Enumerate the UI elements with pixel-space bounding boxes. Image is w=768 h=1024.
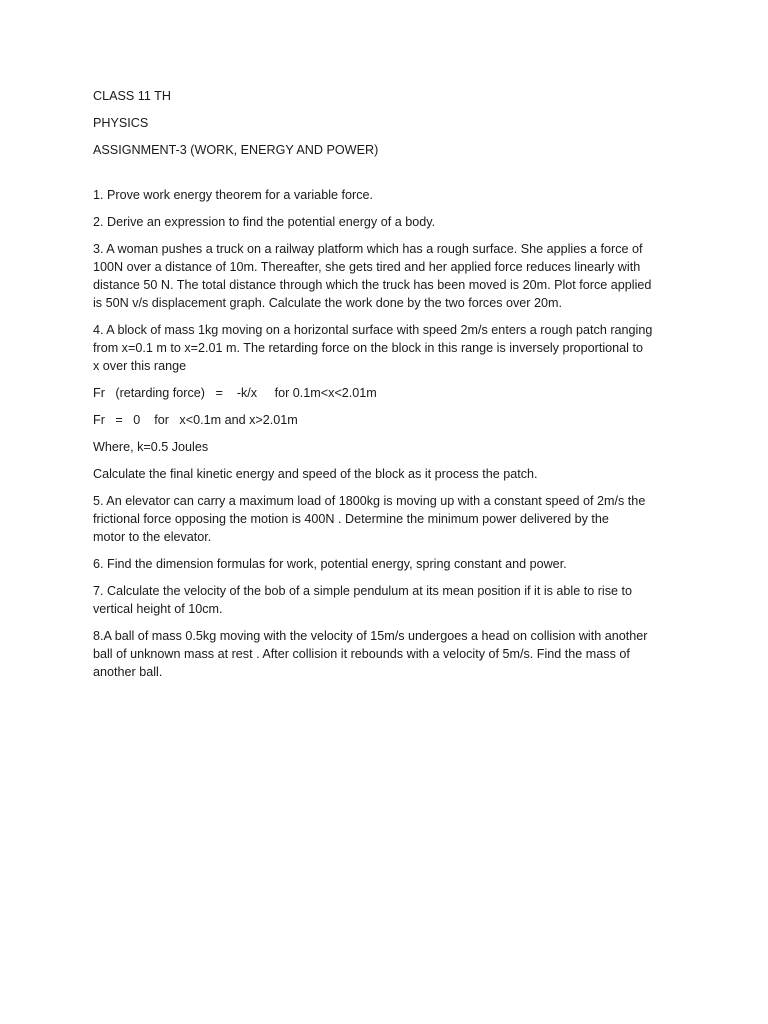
question-line: 100N over a distance of 10m. Thereafter, she gets tired and her applied force reduces linearly with [93, 260, 641, 274]
question-7 [93, 582, 683, 618]
question-6 [93, 555, 683, 573]
question-line: from x=0.1 m to x=2.01 m. The retarding force on the block in this range is inversely proportional to [93, 341, 643, 355]
zero-force-formula: Fr = 0 for x<0.1m and x>2.01m [93, 413, 298, 427]
question-line: vertical height of 10cm. [93, 602, 223, 616]
question-line: 3. A woman pushes a truck on a railway platform which has a rough surface. She applies a force of [93, 242, 643, 256]
question-line: ball of unknown mass at rest . After collision it rebounds with a velocity of 5m/s. Find the mass of [93, 647, 630, 661]
question-line: 8.A ball of mass 0.5kg moving with the velocity of 15m/s undergoes a head on collision with another [93, 629, 648, 643]
question-3 [93, 240, 683, 312]
question-line: 1. Prove work energy theorem for a variable force. [93, 188, 373, 202]
question-line: x over this range [93, 359, 187, 373]
question-line: distance 50 N. The total distance through which the truck has been moved is 20m. Plot force applied [93, 278, 652, 292]
question-5 [93, 492, 683, 546]
constant-k-note: Where, k=0.5 Joules [93, 440, 209, 454]
question-4-task: Calculate the final kinetic energy and speed of the block as it process the patch. [93, 467, 538, 481]
question-line: frictional force opposing the motion is 400N . Determine the minimum power delivered by the [93, 512, 609, 526]
question-line: 7. Calculate the velocity of the bob of a simple pendulum at its mean position if it is able to rise to [93, 584, 633, 598]
question-8 [93, 627, 683, 681]
document-body [93, 87, 683, 690]
class-heading: CLASS 11 TH [93, 89, 171, 103]
question-line: another ball. [93, 665, 163, 679]
question-line: 4. A block of mass 1kg moving on a horizontal surface with speed 2m/s enters a rough patch ranging [93, 323, 653, 337]
question-line: 2. Derive an expression to find the potential energy of a body. [93, 215, 436, 229]
question-2 [93, 213, 683, 231]
assignment-title: ASSIGNMENT-3 (WORK, ENERGY AND POWER) [93, 143, 379, 157]
question-line: motor to the elevator. [93, 530, 212, 544]
header-spacer [93, 159, 683, 186]
question-1 [93, 186, 683, 204]
retarding-force-formula: Fr (retarding force) = -k/x for 0.1m<x<2.01m [93, 386, 377, 400]
question-line: 6. Find the dimension formulas for work, potential energy, spring constant and power. [93, 557, 567, 571]
question-4 [93, 321, 683, 375]
question-line: 5. An elevator can carry a maximum load of 1800kg is moving up with a constant speed of 2m/s the [93, 494, 646, 508]
question-line: is 50N v/s displacement graph. Calculate the work done by the two forces over 20m. [93, 296, 563, 310]
subject-heading: PHYSICS [93, 116, 149, 130]
